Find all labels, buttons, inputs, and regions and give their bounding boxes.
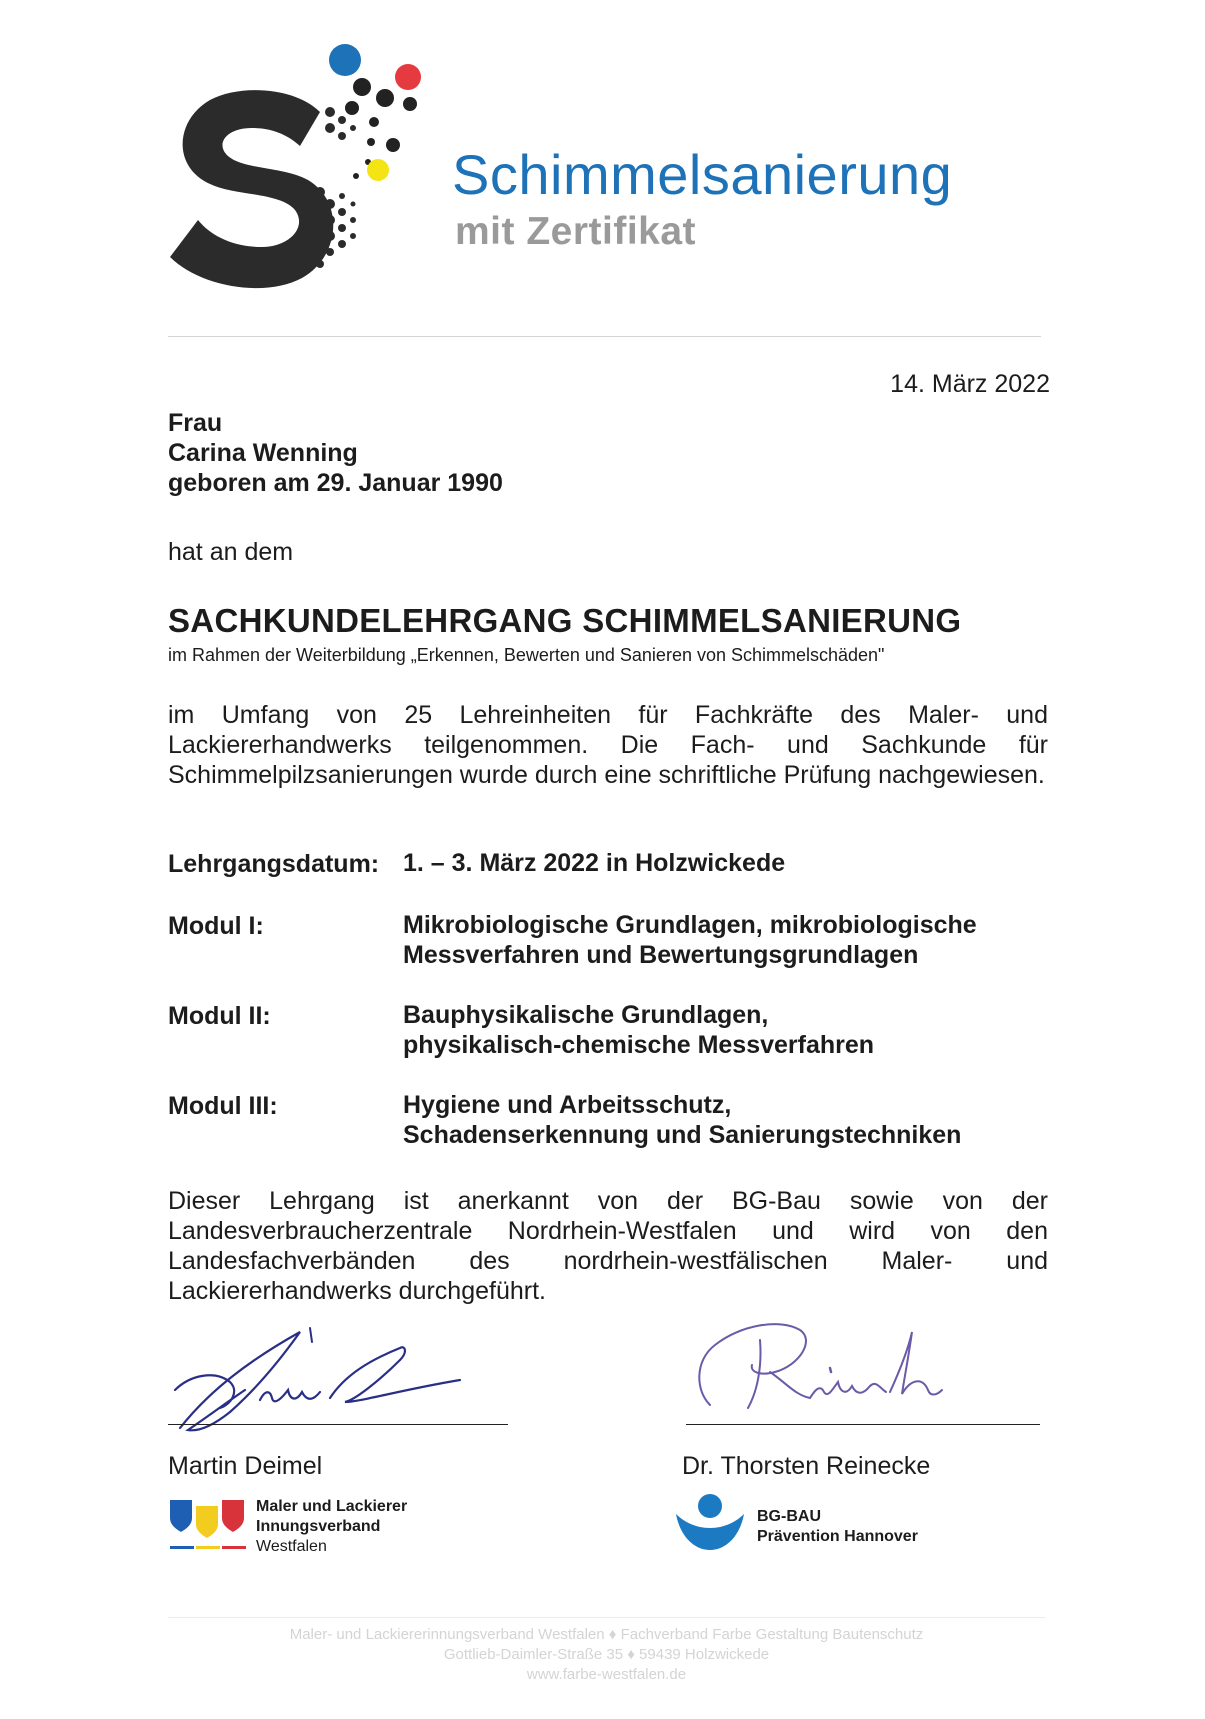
right-org-line1: BG-BAU [757, 1508, 821, 1525]
module-3-line1: Hygiene und Arbeitsschutz, [403, 1091, 732, 1119]
signer-right-name: Dr. Thorsten Reinecke [682, 1452, 931, 1480]
left-org-line3: Westfalen [256, 1538, 327, 1555]
issue-date: 14. März 2022 [890, 370, 1050, 398]
course-date-value: 1. – 3. März 2022 in Holzwickede [403, 849, 786, 877]
recipient-birth: geboren am 29. Januar 1990 [168, 469, 503, 497]
schimmelsanierung-logo-icon [170, 42, 440, 302]
header-divider [168, 336, 1041, 337]
left-org-line2: Innungsverband [256, 1518, 381, 1535]
module-2-line1: Bauphysikalische Grundlagen, [403, 1001, 769, 1029]
module-1-line1: Mikrobiologische Grundlagen, mikrobiologische [403, 911, 977, 939]
scope-paragraph: im Umfang von 25 Lehreinheiten für Fachkräfte des Maler- und Lackiererhandwerks teilgenommen. Die Fach- und Sachkunde für Schimmelpilzsanierungen wurde durch eine schriftliche Prüfung nachgewiesen. [168, 701, 1048, 789]
recipient-name: Carina Wenning [168, 439, 358, 467]
module-1-label: Modul I: [168, 912, 264, 940]
footer-line1: Maler- und Lackiererinnungsverband Westfalen ♦ Fachverband Farbe Gestaltung Bautenschutz [289, 1626, 924, 1643]
recognition-paragraph: Dieser Lehrgang ist anerkannt von der BG-Bau sowie von der Landesverbraucherzentrale Nordrhein-Westfalen und wird von den Landesfachverbänden des nordrhein-westfälischen Maler- und Lackiererhandwerks durchgeführt. [168, 1187, 1048, 1305]
signer-left-name: Martin Deimel [168, 1452, 323, 1480]
module-2-value [403, 1000, 1053, 1060]
signature-line-left [168, 1424, 508, 1425]
course-title: SACHKUNDELEHRGANG SCHIMMELSANIERUNG [168, 602, 962, 639]
intro-text: hat an dem [168, 538, 294, 566]
module-3-line2: Schadenserkennung und Sanierungstechniken [403, 1121, 962, 1149]
module-3-value [403, 1090, 1053, 1150]
module-3-label: Modul III: [168, 1092, 278, 1120]
signature-line-right [686, 1424, 1040, 1425]
left-org-line1: Maler und Lackierer [256, 1498, 408, 1515]
footer-line2: Gottlieb-Daimler-Straße 35 ♦ 59439 Holzwickede [443, 1646, 770, 1663]
right-org-text [757, 1507, 918, 1547]
bg-bau-logo-icon [674, 1492, 746, 1554]
maler-innungsverband-logo-icon [168, 1496, 248, 1552]
left-org-text [256, 1497, 407, 1557]
footer-divider [168, 1617, 1045, 1618]
course-date-label: Lehrgangsdatum: [168, 850, 380, 878]
logo-title: Schimmelsanierung [452, 143, 953, 206]
course-subtitle: im Rahmen der Weiterbildung „Erkennen, Bewerten und Sanieren von Schimmelschäden" [168, 645, 885, 665]
recipient-block [168, 408, 503, 498]
logo-subtitle: mit Zertifikat [455, 210, 697, 253]
module-2-line2: physikalisch-chemische Messverfahren [403, 1031, 875, 1059]
module-1-line2: Messverfahren und Bewertungsgrundlagen [403, 941, 919, 969]
signature-right-icon [690, 1310, 970, 1420]
footer-website: www.farbe-westfalen.de [526, 1666, 687, 1683]
module-2-label: Modul II: [168, 1002, 271, 1030]
module-1-value [403, 910, 1053, 970]
right-org-line2: Prävention Hannover [757, 1528, 918, 1545]
signature-left-icon [170, 1320, 480, 1440]
recipient-salutation: Frau [168, 409, 223, 437]
